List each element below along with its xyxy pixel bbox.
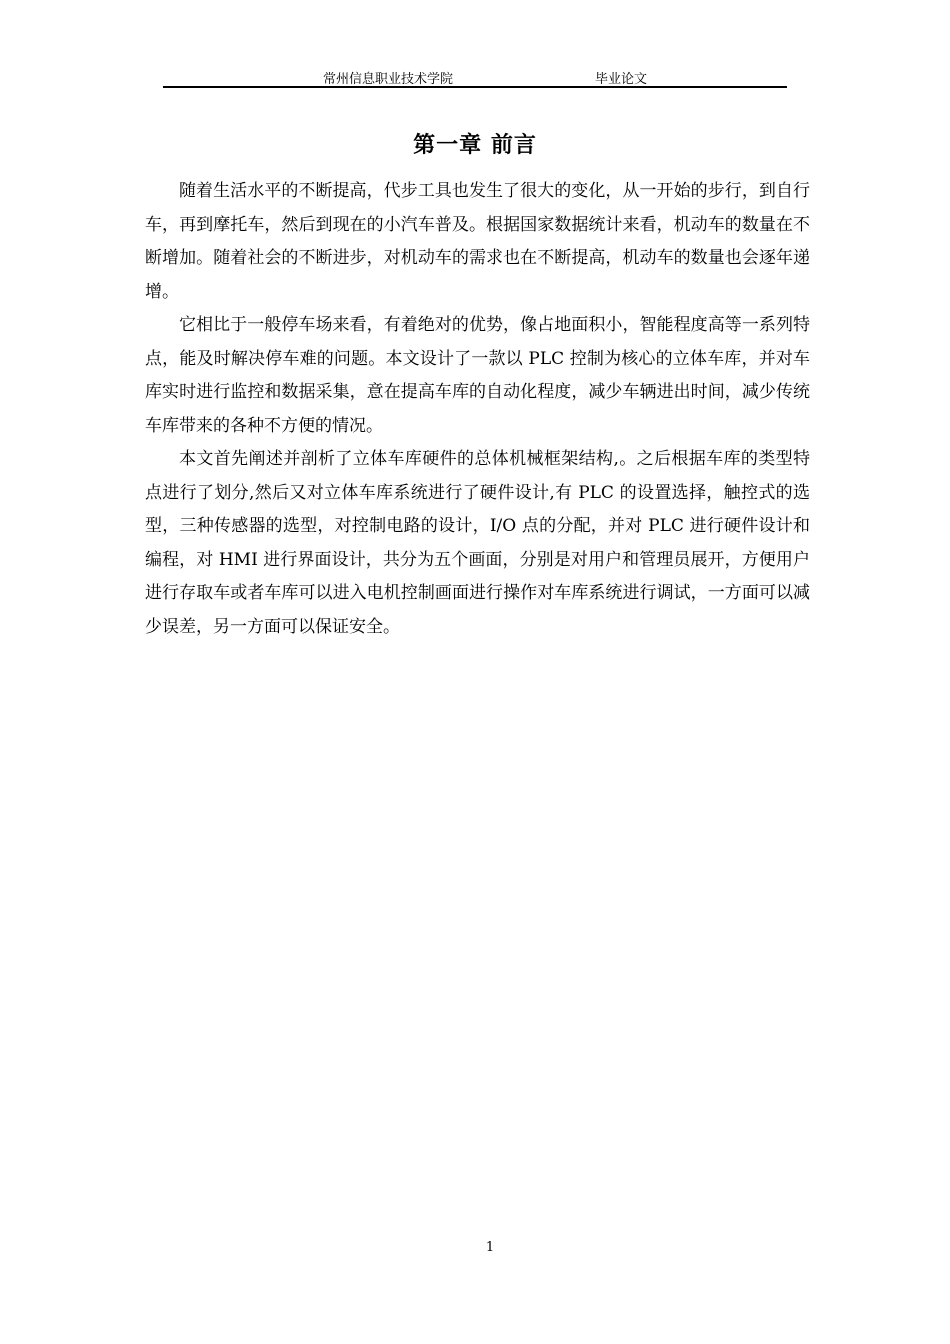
- chapter-title: 第一章 前言: [413, 133, 537, 158]
- page-number: 1: [485, 1240, 495, 1255]
- paragraph-1: 随着生活水平的不断提高，代步工具也发生了很大的变化，从一开始的步行，到自行车，再到摩托车，然后到现在的小汽车普及。根据国家数据统计来看，机动车的数量在不断增加。随着社会的不断进步，对机动车的需求也在不断提高，机动车的数量也会逐年递增。: [145, 181, 810, 302]
- body-text: [145, 175, 810, 644]
- header-institution: 常州信息职业技术学院: [323, 72, 454, 87]
- paragraph-2: 它相比于一般停车场来看，有着绝对的优势，像占地面积小，智能程度高等一系列特点，能及时解决停车难的问题。本文设计了一款以 PLC 控制为核心的立体车库，并对车库实时进行监控和数据采集，意在提高车库的自动化程度，减少车辆进出时间，减少传统车库带来的各种不方便的情况。: [145, 315, 810, 436]
- running-header: [163, 66, 787, 88]
- paragraph-3: 本文首先阐述并剖析了立体车库硬件的总体机械框架结构,。之后根据车库的类型特点进行了划分,然后又对立体车库系统进行了硬件设计,有 PLC 的设置选择，触控式的选型，三种传感器的选型，对控制电路的设计，I/O 点的分配，并对 PLC 进行硬件设计和编程，对 HMI 进行界面设计，共分为五个画面，分别是对用户和管理员展开，方便用户进行存取车或者车库可以进入电机控制画面进行操作对车库系统进行调试，一方面可以减少误差，另一方面可以保证安全。: [145, 449, 810, 637]
- header-document-type: 毕业论文: [595, 72, 648, 87]
